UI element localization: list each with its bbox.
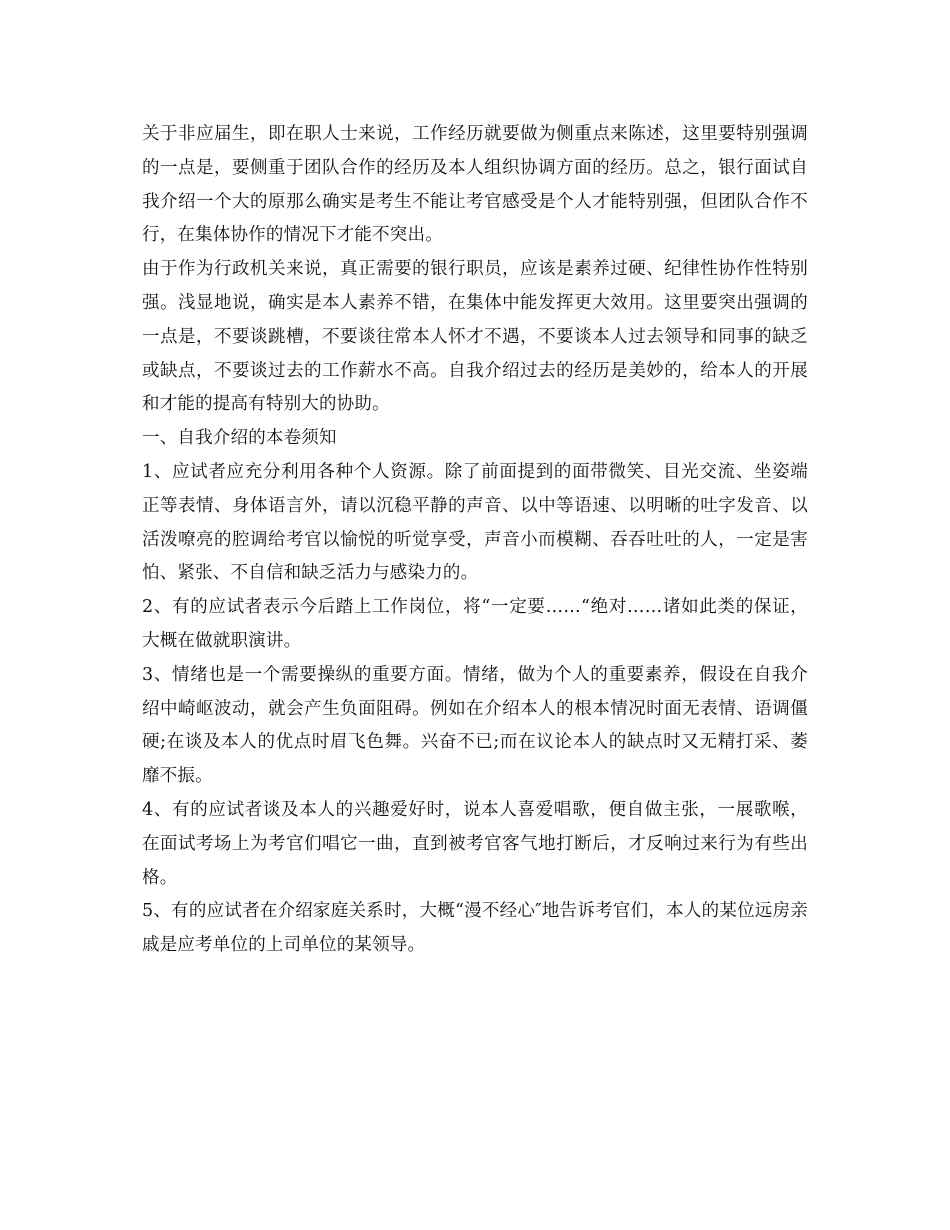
list-item-3-emotions: 3、情绪也是一个需要操纵的重要方面。情绪，做为个人的重要素养，假设在自我介绍中崎岖波动，就会产生负面阻碍。例如在介绍本人的根本情况时面无表情、语调僵硬;在谈及本人的优点时眉飞色舞。兴奋不已;而在议论本人的缺点时又无精打采、萎靡不振。: [142, 664, 808, 787]
section-heading-notes: 一、自我介绍的本卷须知: [142, 428, 337, 449]
list-item-1-personal-resources: 1、应试者应充分利用各种个人资源。除了前面提到的面带微笑、目光交流、坐姿端正等表情、身体语言外，请以沉稳平静的声音、以中等语速、以明晰的吐字发音、以活泼嘹亮的腔调给考官以愉悦的听觉享受，声音小而模糊、吞吞吐吐的人，一定是害怕、紧张、不自信和缺乏活力与感染力的。: [142, 461, 808, 584]
list-item-4-hobbies: 4、有的应试者谈及本人的兴趣爱好时，说本人喜爱唱歌，便自做主张，一展歌喉，在面试考场上为考官们唱它一曲，直到被考官客气地打断后，才反响过来行为有些出格。: [142, 799, 808, 888]
paragraph-bank-staff-qualities: 由于作为行政机关来说，真正需要的银行职员，应该是素养过硬、纪律性协作性特别强。浅显地说，确实是本人素养不错，在集体中能发挥更大效用。这里要突出强调的一点是，不要谈跳槽，不要谈往常本人怀才不遇，不要谈本人过去领导和同事的缺乏或缺点，不要谈过去的工作薪水不高。自我介绍过去的经历是美妙的，给本人的开展和才能的提高有特别大的协助。: [142, 259, 808, 415]
list-item-2-guarantees: 2、有的应试者表示今后踏上工作岗位，将“一定要……“绝对……诸如此类的保证，大概在做就职演讲。: [142, 597, 808, 651]
document-body: [142, 118, 808, 963]
paragraph-work-experience: 关于非应届生，即在职人士来说，工作经历就要做为侧重点来陈述，这里要特别强调的一点是，要侧重于团队合作的经历及本人组织协调方面的经历。总之，银行面试自我介绍一个大的原那么确实是考生不能让考官感受是个人才能特别强，但团队合作不行，在集体协作的情况下才能不突出。: [142, 124, 808, 246]
list-item-5-family-relations: 5、有的应试者在介绍家庭关系时，大概“漫不经心″地告诉考官们，本人的某位远房亲戚是应考单位的上司单位的某领导。: [142, 901, 808, 956]
